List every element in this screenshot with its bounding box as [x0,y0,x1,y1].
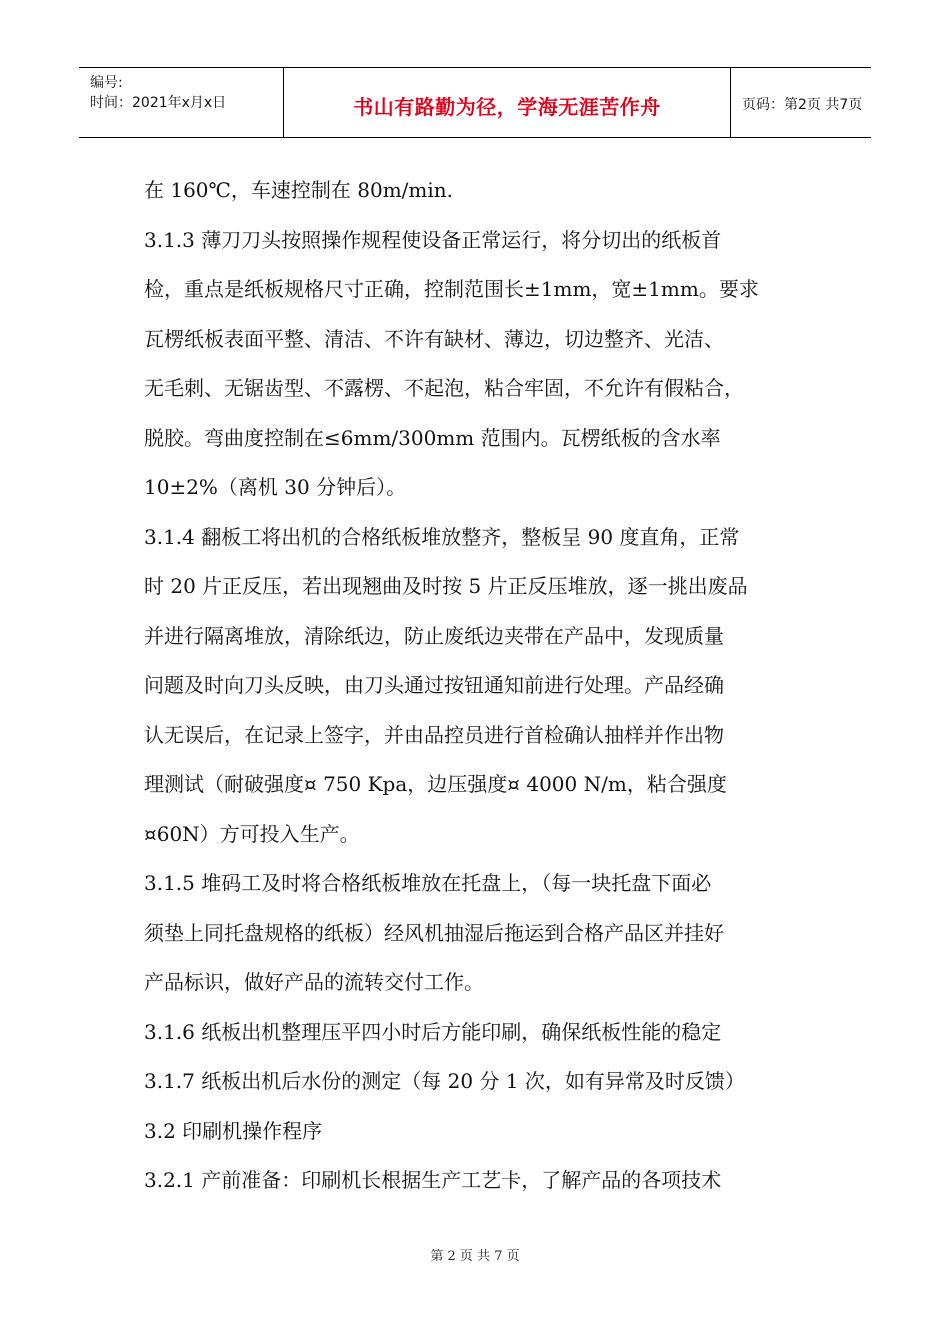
body-line: 3.1.3 薄刀刀头按照操作规程使设备正常运行，将分切出的纸板首 [144,227,722,252]
header-page-number: 页码：第2页 共7页 [742,97,863,113]
document-body [144,166,814,1206]
body-line: 3.1.7 纸板出机后水份的测定（每 20 分 1 次，如有异常及时反馈） [144,1069,745,1093]
body-line: 问题及时向刀头反映，由刀头通过按钮通知前进行处理。产品经确 [144,673,724,697]
body-line: 在 160℃，车速控制在 80m/min. [144,178,454,202]
body-line: 瓦楞纸板表面平整、清洁、不许有缺材、薄边，切边整齐、光洁、 [144,326,724,351]
header-right-cell [730,68,871,137]
body-line: 10±2%（离机 30 分钟后）。 [144,475,407,499]
body-line: 产品标识，做好产品的流转交付工作。 [144,970,484,994]
body-line: 无毛刺、无锯齿型、不露楞、不起泡，粘合牢固，不允许有假粘合， [144,376,744,400]
header-motto: 书山有路勤为径，学海无涯苦作舟 [353,95,661,119]
header-middle-cell [283,68,731,137]
body-line: 脱胶。弯曲度控制在≤6mm/300mm 范围内。瓦楞纸板的含水率 [144,425,721,450]
body-line: 3.1.6 纸板出机整理压平四小时后方能印刷，确保纸板性能的稳定 [144,1019,722,1044]
body-line: 理测试（耐破强度¤ 750 Kpa，边压强度¤ 4000 N/m，粘合强度 [144,772,727,796]
body-line: 须垫上同托盘规格的纸板）经风机抽湿后拖运到合格产品区并挂好 [144,920,724,945]
page-footer: 第 2 页 共 7 页 [430,1249,520,1264]
body-line: 检，重点是纸板规格尺寸正确，控制范围长±1mm，宽±1mm。要求 [144,277,759,301]
body-line: ¤60N）方可投入生产。 [144,821,360,846]
document-date-label: 时间：2021年x月x日 [90,95,227,111]
body-line: 3.1.5 堆码工及时将合格纸板堆放在托盘上，（每一块托盘下面必 [144,871,712,895]
header-left-cell [79,68,283,137]
body-line: 3.2.1 产前准备：印刷机长根据生产工艺卡，了解产品的各项技术 [144,1168,722,1192]
page-header [79,67,871,138]
document-code-label: 编号: [90,75,123,91]
body-line: 认无误后，在记录上签字，并由品控员进行首检确认抽样并作出物 [144,722,724,747]
body-line: 3.2 印刷机操作程序 [144,1118,323,1143]
body-line: 并进行隔离堆放，清除纸边，防止废纸边夹带在产品中，发现质量 [144,623,724,648]
body-line: 时 20 片正反压，若出现翘曲及时按 5 片正反压堆放，逐一挑出废品 [144,574,748,598]
body-line: 3.1.4 翻板工将出机的合格纸板堆放整齐，整板呈 90 度直角，正常 [144,524,740,549]
